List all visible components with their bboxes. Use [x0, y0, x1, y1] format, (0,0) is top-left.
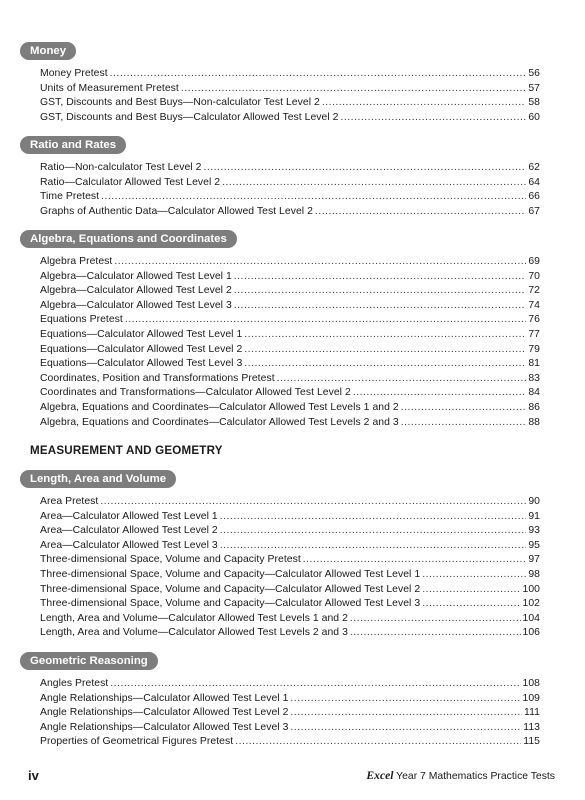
- toc-entry[interactable]: [40, 190, 540, 205]
- toc-entry[interactable]: [40, 510, 540, 525]
- dot-leader: [350, 612, 521, 627]
- entry-page-number: 115: [523, 736, 540, 748]
- entry-title: Length, Area and Volume—Calculator Allowed Test Levels 2 and 3: [40, 627, 348, 639]
- entry-title: Equations—Calculator Allowed Test Level 3: [40, 358, 243, 370]
- entry-page-number: 60: [528, 111, 540, 123]
- dot-leader: [322, 96, 527, 111]
- entry-page-number: 64: [528, 176, 540, 188]
- dot-leader: [244, 328, 526, 343]
- dot-leader: [125, 313, 526, 328]
- toc-entry[interactable]: [40, 612, 540, 627]
- dot-leader: [203, 161, 526, 176]
- entry-page-number: 104: [522, 612, 540, 624]
- toc-entry[interactable]: [40, 96, 540, 111]
- entry-title: Algebra—Calculator Allowed Test Level 3: [40, 299, 232, 311]
- entry-title: Algebra, Equations and Coordinates—Calculator Allowed Test Levels 2 and 3: [40, 416, 399, 428]
- section-heading: Algebra, Equations and Coordinates: [20, 230, 237, 248]
- entry-page-number: 74: [528, 299, 540, 311]
- entry-title: Angle Relationships—Calculator Allowed Test Level 2: [40, 707, 289, 719]
- dot-leader: [290, 706, 522, 721]
- toc-entry[interactable]: [40, 270, 540, 285]
- toc-entry[interactable]: [40, 111, 540, 126]
- dot-leader: [234, 284, 527, 299]
- entry-page-number: 58: [528, 97, 540, 109]
- toc-entry[interactable]: [40, 328, 540, 343]
- toc-entry[interactable]: [40, 284, 540, 299]
- entry-title: Angle Relationships—Calculator Allowed Test Level 1: [40, 692, 289, 704]
- entry-list: [40, 161, 540, 219]
- entry-title: Three-dimensional Space, Volume and Capacity—Calculator Allowed Test Level 2: [40, 583, 421, 595]
- toc-entry[interactable]: [40, 176, 540, 191]
- dot-leader: [110, 67, 527, 82]
- toc-entry[interactable]: [40, 416, 540, 431]
- entry-page-number: 83: [528, 372, 540, 384]
- entry-title: Equations—Calculator Allowed Test Level 1: [40, 328, 243, 340]
- entry-title: Three-dimensional Space, Volume and Capacity Pretest: [40, 554, 301, 566]
- dot-leader: [290, 721, 521, 736]
- entry-page-number: 69: [528, 256, 540, 267]
- toc-entry[interactable]: [40, 553, 540, 568]
- entry-title: Units of Measurement Pretest: [40, 82, 179, 94]
- dot-leader: [401, 416, 527, 431]
- toc-entry[interactable]: [40, 372, 540, 387]
- entry-list: [40, 495, 540, 641]
- entry-page-number: 106: [522, 627, 540, 639]
- dot-leader: [401, 401, 527, 416]
- entry-title: Area—Calculator Allowed Test Level 2: [40, 525, 218, 537]
- entry-title: Algebra—Calculator Allowed Test Level 2: [40, 285, 232, 297]
- entry-page-number: 95: [528, 539, 540, 551]
- entry-page-number: 98: [528, 568, 540, 580]
- toc-entry[interactable]: [40, 692, 540, 707]
- entry-title: Length, Area and Volume—Calculator Allowed Test Levels 1 and 2: [40, 612, 348, 624]
- dot-leader: [220, 510, 527, 525]
- dot-leader: [422, 583, 520, 598]
- entry-page-number: 76: [528, 314, 540, 326]
- dot-leader: [181, 82, 526, 97]
- entry-title: Equations Pretest: [40, 314, 123, 326]
- toc-entry[interactable]: [40, 495, 540, 510]
- toc-entry[interactable]: [40, 677, 540, 692]
- entry-page-number: 79: [528, 343, 540, 355]
- entry-page-number: 72: [528, 285, 540, 297]
- entry-title: Three-dimensional Space, Volume and Capacity—Calculator Allowed Test Level 3: [40, 598, 421, 610]
- toc-entry[interactable]: [40, 82, 540, 97]
- dot-leader: [235, 735, 521, 750]
- entry-title: Area—Calculator Allowed Test Level 1: [40, 510, 218, 522]
- toc-entry[interactable]: [40, 524, 540, 539]
- entry-title: GST, Discounts and Best Buys—Calculator Allowed Test Level 2: [40, 111, 339, 123]
- toc-entry[interactable]: [40, 357, 540, 372]
- entry-page-number: 111: [524, 707, 540, 719]
- entry-title: Coordinates and Transformations—Calculator Allowed Test Level 2: [40, 387, 351, 399]
- toc-entry[interactable]: [40, 161, 540, 176]
- entry-title: Three-dimensional Space, Volume and Capacity—Calculator Allowed Test Level 1: [40, 568, 421, 580]
- entry-list: [40, 67, 540, 125]
- toc-entry[interactable]: [40, 401, 540, 416]
- footer-book-title: [366, 769, 555, 782]
- toc-entry[interactable]: [40, 539, 540, 554]
- entry-title: Properties of Geometrical Figures Pretest: [40, 736, 234, 748]
- entry-page-number: 81: [528, 358, 540, 370]
- entry-title: Equations—Calculator Allowed Test Level 2: [40, 343, 243, 355]
- dot-leader: [110, 677, 520, 692]
- dot-leader: [341, 111, 527, 126]
- toc-entry[interactable]: [40, 721, 540, 736]
- toc-entry[interactable]: [40, 706, 540, 721]
- entry-title: Angles Pretest: [40, 678, 109, 689]
- toc-entry[interactable]: [40, 386, 540, 401]
- entry-title: Area—Calculator Allowed Test Level 3: [40, 539, 218, 551]
- footer-title-text: Year 7 Mathematics Practice Tests: [396, 771, 555, 782]
- dot-leader: [222, 176, 526, 191]
- dot-leader: [353, 386, 527, 401]
- entry-page-number: 109: [522, 692, 540, 704]
- entry-list: [40, 255, 540, 430]
- dot-leader: [315, 205, 526, 220]
- entry-page-number: 100: [522, 583, 540, 595]
- entry-page-number: 113: [523, 721, 540, 733]
- section-heading: Geometric Reasoning: [20, 652, 158, 670]
- entry-page-number: 57: [528, 82, 540, 94]
- dot-leader: [422, 597, 520, 612]
- toc-entry[interactable]: [40, 583, 540, 598]
- entry-title: GST, Discounts and Best Buys—Non-calculator Test Level 2: [40, 97, 320, 109]
- entry-page-number: 70: [528, 270, 540, 282]
- section-heading: Length, Area and Volume: [20, 470, 176, 488]
- dot-leader: [100, 495, 526, 510]
- dot-leader: [114, 255, 526, 270]
- dot-leader: [220, 524, 527, 539]
- toc-entry[interactable]: [40, 568, 540, 583]
- entry-title: Angle Relationships—Calculator Allowed Test Level 3: [40, 721, 289, 733]
- entry-page-number: 90: [528, 496, 540, 507]
- entry-page-number: 102: [522, 598, 540, 610]
- toc-entry[interactable]: [40, 626, 540, 641]
- entry-page-number: 91: [528, 510, 540, 522]
- toc-entry[interactable]: [40, 313, 540, 328]
- dot-leader: [244, 343, 526, 358]
- entry-page-number: 67: [528, 205, 540, 217]
- entry-page-number: 62: [528, 162, 540, 173]
- dot-leader: [234, 299, 527, 314]
- entry-page-number: 108: [522, 678, 540, 689]
- footer-brand: Excel: [366, 769, 394, 782]
- dot-leader: [422, 568, 526, 583]
- entry-title: Algebra—Calculator Allowed Test Level 1: [40, 270, 232, 282]
- entry-title: Money Pretest: [40, 68, 108, 79]
- entry-title: Algebra, Equations and Coordinates—Calculator Allowed Test Levels 1 and 2: [40, 401, 399, 413]
- dot-leader: [350, 626, 521, 641]
- section-heading: Money: [20, 42, 76, 60]
- entry-page-number: 66: [528, 191, 540, 203]
- entry-page-number: 88: [528, 416, 540, 428]
- dot-leader: [303, 553, 527, 568]
- entry-title: Graphs of Authentic Data—Calculator Allowed Test Level 2: [40, 205, 313, 217]
- entry-page-number: 97: [528, 554, 540, 566]
- entry-title: Ratio—Calculator Allowed Test Level 2: [40, 176, 221, 188]
- toc-entry[interactable]: [40, 67, 540, 82]
- entry-page-number: 56: [528, 68, 540, 79]
- dot-leader: [277, 372, 527, 387]
- entry-page-number: 93: [528, 525, 540, 537]
- entry-title: Area Pretest: [40, 496, 99, 507]
- toc-entry[interactable]: [40, 299, 540, 314]
- entry-title: Algebra Pretest: [40, 256, 113, 267]
- toc-entry[interactable]: [40, 205, 540, 220]
- toc-entry[interactable]: [40, 597, 540, 612]
- entry-title: Ratio—Non-calculator Test Level 2: [40, 162, 202, 173]
- dot-leader: [220, 539, 527, 554]
- dot-leader: [244, 357, 526, 372]
- dot-leader: [234, 270, 527, 285]
- dot-leader: [101, 190, 526, 205]
- toc-entry[interactable]: [40, 255, 540, 270]
- entry-list: [40, 677, 540, 750]
- entry-title: Coordinates, Position and Transformations Pretest: [40, 372, 275, 384]
- dot-leader: [290, 692, 520, 707]
- strand-heading: MEASUREMENT AND GEOMETRY: [30, 444, 223, 457]
- footer-page-number: iv: [28, 768, 39, 783]
- entry-page-number: 84: [528, 387, 540, 399]
- toc-entry[interactable]: [40, 735, 540, 750]
- entry-title: Time Pretest: [40, 191, 100, 203]
- entry-page-number: 86: [528, 401, 540, 413]
- entry-page-number: 77: [528, 328, 540, 340]
- toc-entry[interactable]: [40, 343, 540, 358]
- section-heading: Ratio and Rates: [20, 136, 126, 154]
